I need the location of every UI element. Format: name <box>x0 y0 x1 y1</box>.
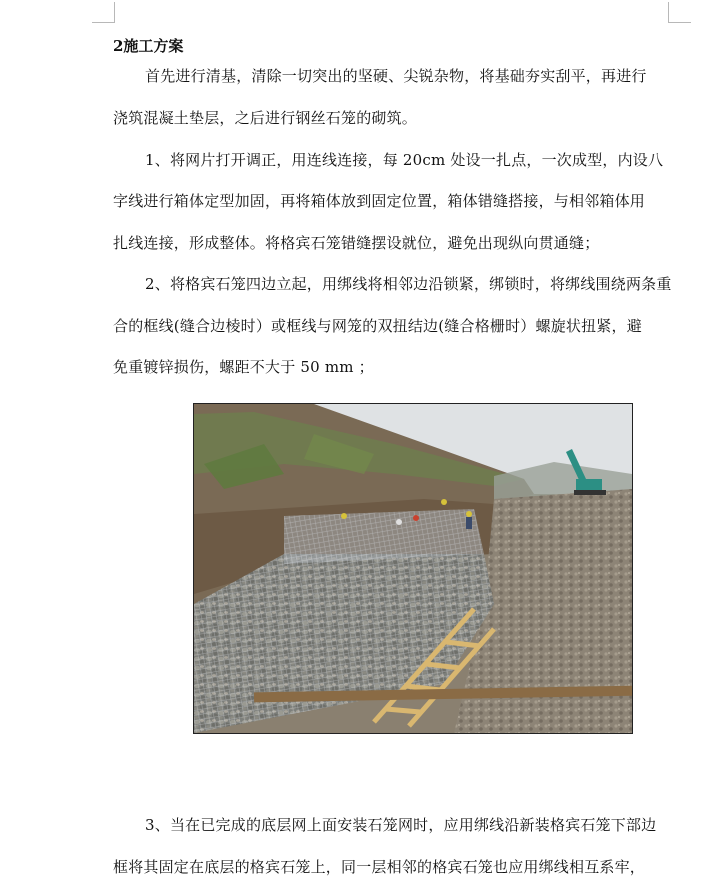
paragraph-3-line-2: 合的框线(缝合边棱时）或框线与网笼的双扭结边(缝合格栅时）螺旋状扭紧，避 <box>113 317 642 335</box>
paragraph-4-line-1: 3、当在已完成的底层网上面安装石笼网时，应用绑线沿新装格宾石笼下部边 <box>145 816 657 834</box>
paragraph-3-line-3: 免重镀锌损伤，螺距不大于 50 mm ； <box>113 358 374 376</box>
paragraph-2-line-1: 1、将网片打开调正，用连线连接，每 20cm 处设一扎点，一次成型，内设八 <box>145 151 664 169</box>
paragraph-3-line-1: 2、将格宾石笼四边立起，用绑线将相邻边沿锁紧，绑锁时，将绑线围绕两条重 <box>145 275 672 293</box>
crop-mark-top-right <box>668 2 691 23</box>
paragraph-2-line-3: 扎线连接，形成整体。将格宾石笼错缝摆设就位，避免出现纵向贯通缝； <box>113 234 600 252</box>
crop-mark-top-left <box>92 2 115 23</box>
paragraph-4-line-2: 框将其固定在底层的格宾石笼上，同一层相邻的格宾石笼也应用绑线相互系牢， <box>113 858 646 876</box>
construction-photo <box>193 403 633 734</box>
paragraph-2-line-2: 字线进行箱体定型加固，再将箱体放到固定位置，箱体错缝搭接，与相邻箱体用 <box>113 192 646 210</box>
paragraph-1-line-1: 首先进行清基，清除一切突出的坚硬、尖锐杂物，将基础夯实刮平，再进行 <box>145 67 647 85</box>
paragraph-1-line-2: 浇筑混凝土垫层，之后进行钢丝石笼的砌筑。 <box>113 109 418 127</box>
section-title: 2施工方案 <box>113 37 184 55</box>
